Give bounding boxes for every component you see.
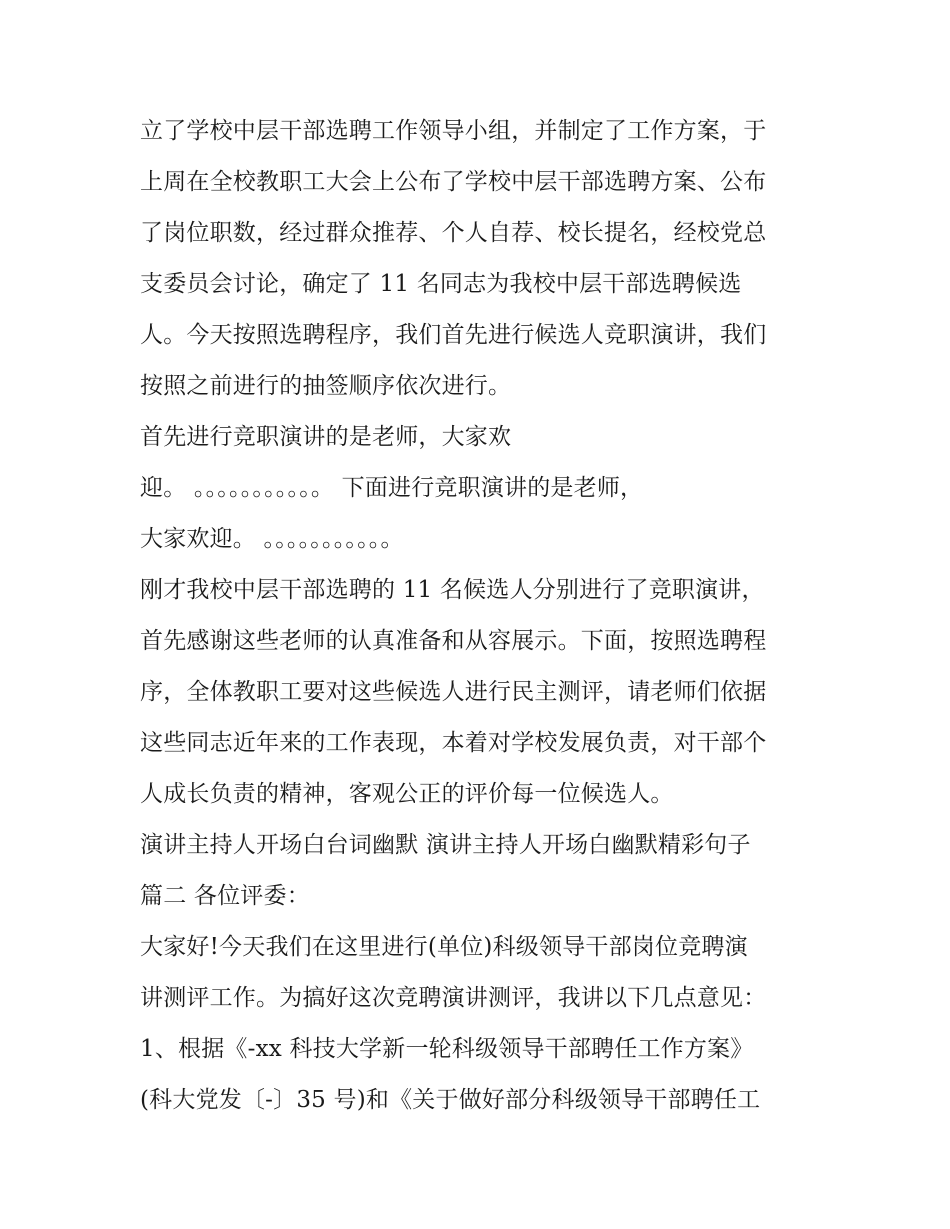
text-line: 讲测评工作。为搞好这次竞聘演讲测评，我讲以下几点意见： (140, 985, 767, 1011)
text-line: 人成长负责的精神，客观公正的评价每一位候选人。 (140, 781, 674, 807)
text-line: (科大党发〔-〕35 号)和《关于做好部分科级领导干部聘任工 (140, 1087, 761, 1113)
text-line: 大家欢迎。 。。。。。。。。。。。 (140, 526, 404, 552)
text-line: 上周在全校教职工大会上公布了学校中层干部选聘方案、公布 (140, 169, 767, 195)
text-line: 这些同志近年来的工作表现，本着对学校发展负责，对干部个 (140, 730, 767, 756)
text-line: 首先感谢这些老师的认真准备和从容展示。下面，按照选聘程 (140, 628, 767, 654)
text-line: 1、根据《-xx 科技大学新一轮科级领导干部聘任工作方案》 (140, 1036, 754, 1062)
text-line: 篇二 各位评委： (140, 883, 310, 909)
text-line: 大家好!今天我们在这里进行(单位)科级领导干部岗位竞聘演 (140, 934, 748, 960)
text-line: 首先进行竞职演讲的是老师，大家欢 (140, 424, 512, 450)
text-line: 序，全体教职工要对这些候选人进行民主测评，请老师们依据 (140, 679, 767, 705)
text-line: 支委员会讨论，确定了 11 名同志为我校中层干部选聘候选 (140, 271, 742, 297)
text-line: 了岗位职数，经过群众推荐、个人自荐、校长提名，经校党总 (140, 220, 767, 246)
text-line: 刚才我校中层干部选聘的 11 名候选人分别进行了竞职演讲， (140, 577, 765, 603)
document-body (140, 106, 840, 1126)
text-line: 迎。 。。。。。。。。。。。 下面进行竞职演讲的是老师， (140, 475, 644, 501)
text-line: 人。今天按照选聘程序，我们首先进行候选人竞职演讲，我们 (140, 322, 767, 348)
text-line: 按照之前进行的抽签顺序依次进行。 (140, 373, 512, 399)
text-line: 立了学校中层干部选聘工作领导小组，并制定了工作方案，于 (140, 118, 767, 144)
text-line: 演讲主持人开场白台词幽默 演讲主持人开场白幽默精彩句子 (140, 832, 751, 858)
